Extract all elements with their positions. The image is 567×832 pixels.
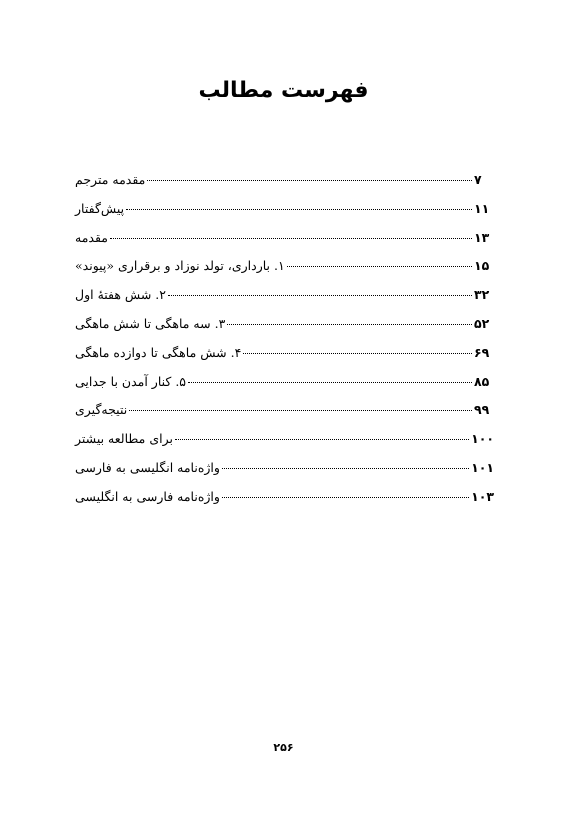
toc-entry-title: نتیجه‌گیری [75, 402, 128, 418]
toc-entry[interactable] [75, 201, 494, 230]
toc-entry-title: واژه‌نامه انگلیسی به فارسی [75, 459, 220, 475]
toc-entry[interactable] [75, 489, 494, 518]
page-title: فهرست مطالب [198, 78, 369, 103]
toc-dot-leader [227, 324, 472, 325]
toc-entry-page: ۸۵ [474, 373, 490, 389]
toc-entry-title: واژه‌نامه فارسی به انگلیسی [75, 488, 220, 504]
toc-entry-page: ۳۲ [474, 287, 490, 303]
toc-dot-leader [175, 439, 469, 440]
toc-entry-title: مقدمه [75, 229, 108, 245]
toc-dot-leader [188, 382, 472, 383]
toc-entry[interactable] [75, 316, 494, 345]
toc-entry-title: پیش‌گفتار [75, 200, 125, 216]
toc-entry-page: ۱۰۰ [471, 431, 494, 447]
toc-entry[interactable] [75, 374, 494, 403]
toc-entry[interactable] [75, 230, 494, 259]
page-number: ۲۵۶ [273, 741, 294, 754]
toc-entry-page: ۱۰۱ [471, 459, 494, 475]
toc-entry-title: ۲. شش هفتهٔ اول [75, 287, 167, 303]
toc-entry-title: ۳. سه ماهگی تا شش ماهگی [75, 315, 226, 331]
toc-entry-page: ۶۹ [474, 344, 490, 360]
toc-entry[interactable] [75, 431, 494, 460]
toc-entry-title: ۱. بارداری، تولد نوزاد و برقراری «پیوند» [75, 258, 285, 274]
toc-dot-leader [126, 209, 472, 210]
toc-dot-leader [168, 295, 472, 296]
toc-entry-page: ۱۰۳ [471, 488, 494, 504]
toc-entry-page: ۵۲ [474, 315, 490, 331]
toc-dot-leader [222, 468, 469, 469]
toc-entry[interactable] [75, 172, 494, 201]
toc-dot-leader [222, 497, 469, 498]
toc-entry-title: ۵. کنار آمدن با جدایی [75, 373, 187, 389]
toc-entry[interactable] [75, 460, 494, 489]
toc-entry[interactable] [75, 402, 494, 431]
toc-entry[interactable] [75, 258, 494, 287]
toc-dot-leader [287, 266, 472, 267]
toc-entry-page: ۷ [474, 172, 482, 187]
toc-entry-page: ۱۱ [474, 200, 490, 216]
toc-entry-page: ۱۵ [474, 258, 490, 274]
toc-entry-title: ۴. شش ماهگی تا دوازده ماهگی [75, 344, 242, 360]
toc-dot-leader [110, 238, 472, 239]
toc-entry-page: ۹۹ [474, 402, 490, 418]
table-of-contents [75, 172, 494, 518]
toc-entry-title: مقدمه مترجم [75, 172, 146, 187]
toc-entry[interactable] [75, 345, 494, 374]
toc-entry-page: ۱۳ [474, 229, 490, 245]
toc-dot-leader [243, 353, 472, 354]
toc-entry[interactable] [75, 287, 494, 316]
toc-entry-title: برای مطالعه بیشتر [75, 431, 173, 447]
toc-dot-leader [147, 180, 472, 181]
toc-dot-leader [129, 410, 472, 411]
